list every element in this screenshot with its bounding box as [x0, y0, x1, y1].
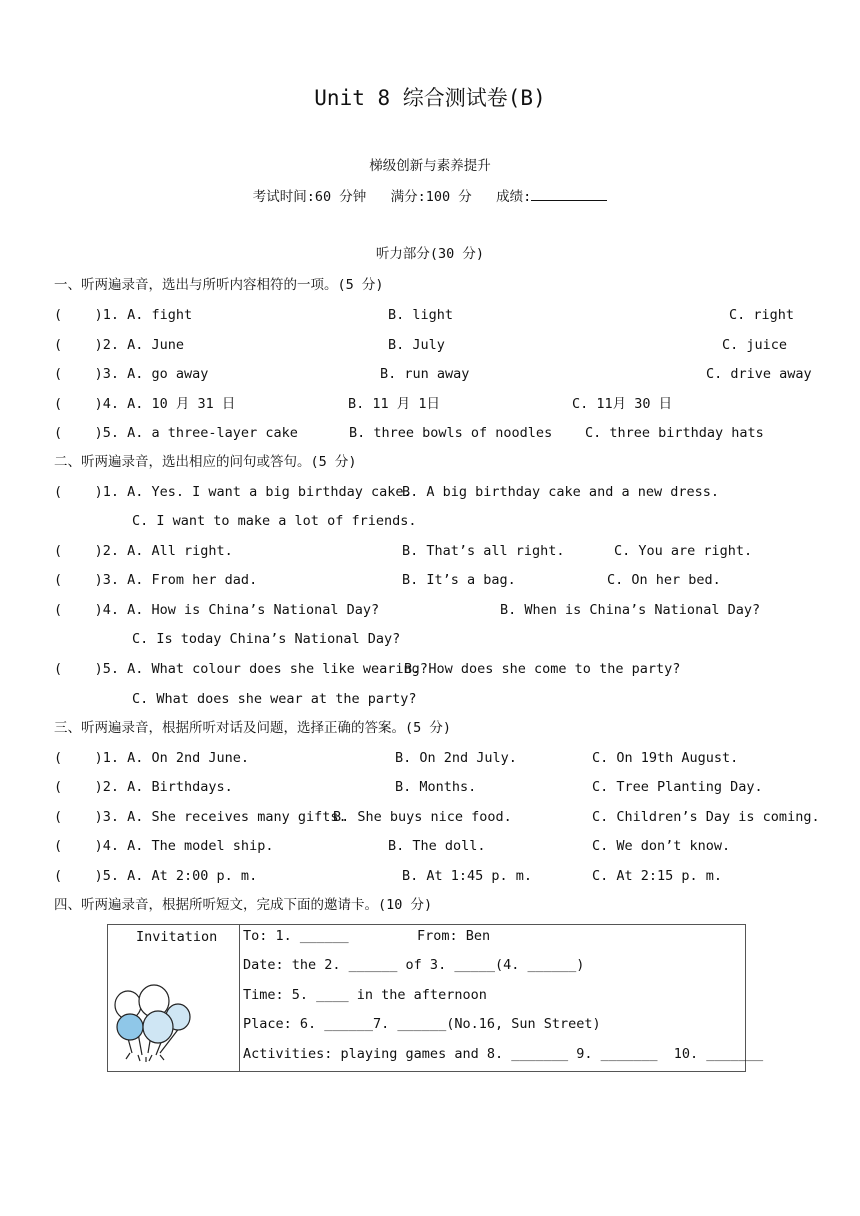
p3-q5-c: C. At 2:15 p. m.	[592, 868, 723, 884]
p1-q2-b: B. July	[388, 337, 445, 353]
p3-q4-a: ( )4. A. The model ship.	[54, 838, 274, 854]
p1-q2-c: C. juice	[722, 337, 788, 353]
p1-q4-b: B. 11 月 1日	[348, 396, 441, 412]
p2-q4-c: C. Is today China’s National Day?	[132, 631, 401, 647]
p1-q5-c: C. three birthday hats	[585, 425, 764, 441]
invitation-place[interactable]: Place: 6. ______7. ______(No.16, Sun Street)	[243, 1016, 601, 1032]
p1-q3-c: C. drive away	[706, 366, 812, 382]
p3-q1-b: B. On 2nd July.	[395, 750, 517, 766]
p2-q5-a: ( )5. A. What colour does she like wearing?	[54, 661, 428, 677]
p2-q5-c: C. What does she wear at the party?	[132, 691, 417, 707]
invitation-to[interactable]: To: 1. ______	[243, 928, 349, 944]
p2-q2-b: B. That’s all right.	[402, 543, 565, 559]
p1-q2-a: ( )2. A. June	[54, 337, 185, 353]
exam-info-text: 考试时间:60 分钟 满分:100 分 成绩:	[252, 189, 532, 205]
invitation-label: Invitation	[136, 929, 218, 945]
p2-q3-b: B. It’s a bag.	[402, 572, 516, 588]
p1-q1-c: C. right	[729, 307, 795, 323]
invitation-date[interactable]: Date: the 2. ______ of 3. _____(4. ______)	[243, 957, 585, 973]
p1-q3-a: ( )3. A. go away	[54, 366, 209, 382]
part4-instruction: 四、听两遍录音，根据所听短文，完成下面的邀请卡。(10 分)	[54, 897, 433, 913]
p1-q4-c: C. 11月 30 日	[572, 396, 673, 412]
p1-q3-b: B. run away	[380, 366, 470, 382]
p3-q5-a: ( )5. A. At 2:00 p. m.	[54, 868, 258, 884]
invitation-card	[107, 924, 764, 1072]
invitation-activities[interactable]: Activities: playing games and 8. _______ 9. _______ 10. _______	[243, 1046, 764, 1062]
p2-q1-a: ( )1. A. Yes. I want a big birthday cake.	[54, 484, 412, 500]
p3-q2-a: ( )2. A. Birthdays.	[54, 779, 233, 795]
p2-q1-c: C. I want to make a lot of friends.	[132, 513, 417, 529]
score-blank[interactable]	[531, 188, 607, 201]
part3-instruction: 三、听两遍录音，根据所听对话及问题，选择正确的答案。(5 分)	[54, 720, 452, 736]
p2-q2-a: ( )2. A. All right.	[54, 543, 233, 559]
part1-instruction: 一、听两遍录音，选出与所听内容相符的一项。(5 分)	[54, 277, 384, 293]
p3-q3-c: C. Children’s Day is coming.	[592, 809, 820, 825]
p1-q5-b: B. three bowls of noodles	[349, 425, 553, 441]
listening-heading: 听力部分(30 分)	[375, 246, 485, 262]
p1-q1-b: B. light	[388, 307, 454, 323]
exam-info	[0, 188, 860, 205]
p2-q4-b: B. When is China’s National Day?	[500, 602, 761, 618]
invitation-time[interactable]: Time: 5. ____ in the afternoon	[243, 987, 487, 1003]
p3-q2-c: C. Tree Planting Day.	[592, 779, 763, 795]
invitation-image-cell	[108, 925, 240, 1072]
invitation-details-cell	[240, 925, 764, 1072]
p3-q3-a: ( )3. A. She receives many gifts.	[54, 809, 347, 825]
p2-q3-a: ( )3. A. From her dad.	[54, 572, 258, 588]
p3-q1-c: C. On 19th August.	[592, 750, 739, 766]
p3-q2-b: B. Months.	[395, 779, 477, 795]
p3-q3-b: B. She buys nice food.	[333, 809, 512, 825]
p2-q2-c: C. You are right.	[614, 543, 753, 559]
p2-q5-b: B. How does she come to the party?	[404, 661, 681, 677]
p3-q4-c: C. We don’t know.	[592, 838, 731, 854]
p2-q4-a: ( )4. A. How is China’s National Day?	[54, 602, 380, 618]
p2-q3-c: C. On her bed.	[607, 572, 721, 588]
p3-q4-b: B. The doll.	[388, 838, 486, 854]
page-subtitle: 梯级创新与素养提升	[369, 158, 491, 174]
balloons-icon	[108, 981, 208, 1063]
p2-q1-b: B. A big birthday cake and a new dress.	[402, 484, 719, 500]
invitation-from: From: Ben	[417, 928, 491, 944]
part2-instruction: 二、听两遍录音，选出相应的问句或答句。(5 分)	[54, 454, 357, 470]
p3-q1-a: ( )1. A. On 2nd June.	[54, 750, 250, 766]
p1-q4-a: ( )4. A. 10 月 31 日	[54, 396, 236, 412]
p1-q5-a: ( )5. A. a three-layer cake	[54, 425, 298, 441]
p3-q5-b: B. At 1:45 p. m.	[402, 868, 533, 884]
p1-q1-a: ( )1. A. fight	[54, 307, 193, 323]
page-title: Unit 8 综合测试卷(B)	[314, 86, 546, 110]
